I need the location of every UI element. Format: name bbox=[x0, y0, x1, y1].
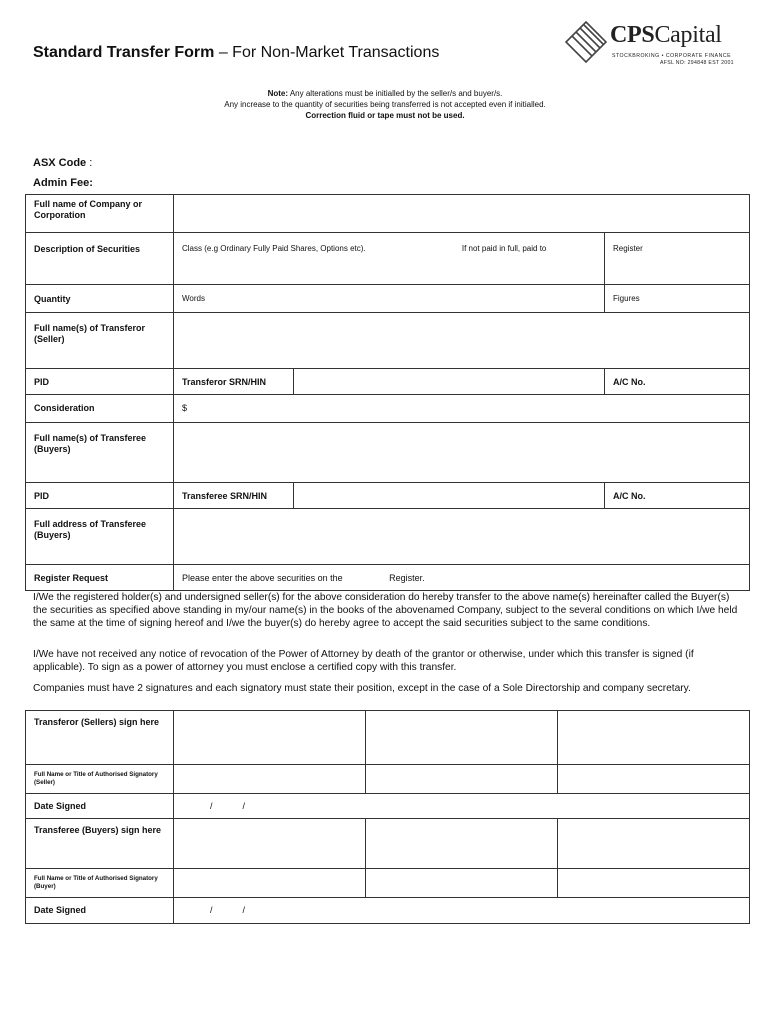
note-text: Any alterations must be initialled by the seller/s and buyer/s. bbox=[288, 89, 503, 98]
brand-name bbox=[610, 22, 722, 49]
transferee-fullname-text: Full Name or Title of Authorised Signatory (Buyer) bbox=[34, 875, 158, 890]
transferee-signature-3[interactable] bbox=[558, 819, 750, 869]
transferor-srn-input[interactable] bbox=[294, 369, 605, 395]
asx-code-field[interactable] bbox=[33, 157, 92, 169]
register-hint-a: Please enter the above securities on the bbox=[182, 573, 343, 583]
note-line-3: Correction fluid or tape must not be used. bbox=[305, 111, 465, 120]
row-transferee-address bbox=[26, 509, 750, 565]
transferor-name-input[interactable] bbox=[174, 313, 750, 369]
note-line-2: Any increase to the quantity of securities being transferred is not accepted even if initialled. bbox=[224, 100, 546, 109]
consideration-input[interactable] bbox=[174, 395, 750, 423]
row-transferee-date bbox=[26, 898, 750, 924]
company-name-input[interactable] bbox=[174, 195, 750, 233]
transferee-fullname-1[interactable] bbox=[174, 869, 366, 898]
acno-label: A/C No. bbox=[613, 377, 646, 387]
register-hint: Register bbox=[613, 244, 643, 253]
brand-bold: CPS bbox=[610, 22, 655, 48]
transferee-sign-label: Transferee (Buyers) sign here bbox=[26, 819, 174, 869]
date-signed2-label: Date Signed bbox=[26, 898, 174, 924]
row-register-request bbox=[26, 565, 750, 591]
transferor-signature-2[interactable] bbox=[366, 711, 558, 765]
transferor-srn-label: Transferor SRN/HIN bbox=[174, 369, 294, 395]
transferor-signature-3[interactable] bbox=[558, 711, 750, 765]
acno2-label: A/C No. bbox=[613, 491, 646, 501]
words-hint: Words bbox=[182, 294, 205, 303]
row-transferee-fullname bbox=[26, 869, 750, 898]
paragraph-power-of-attorney: I/We have not received any notice of revocation of the Power of Attorney by death of the grantor or otherwise, under which this transfer is signed (if applicable). To sign as a power of attorney you must enclose a certified copy with this transfer. bbox=[33, 649, 694, 673]
transferor-fullname-2[interactable] bbox=[366, 765, 558, 794]
page-title bbox=[33, 44, 439, 62]
transferor-name-label: Full name(s) of Transferor (Seller) bbox=[26, 313, 174, 369]
register-hint-b: Register. bbox=[389, 573, 425, 583]
register-request-label: Register Request bbox=[26, 565, 174, 591]
transferor-sign-label: Transferor (Sellers) sign here bbox=[26, 711, 174, 765]
brand-tagline: STOCKBROKING • CORPORATE FINANCE bbox=[612, 53, 732, 59]
class-hint: Class (e.g Ordinary Fully Paid Shares, Options etc). bbox=[182, 244, 366, 253]
date-separator: / / bbox=[210, 801, 246, 811]
company-name-label: Full name of Company or Corporation bbox=[26, 195, 174, 233]
register-input[interactable] bbox=[605, 233, 750, 285]
transferee-name-input[interactable] bbox=[174, 423, 750, 483]
company-logo bbox=[564, 16, 744, 68]
transferee-srn-label: Transferee SRN/HIN bbox=[174, 483, 294, 509]
row-transferor-sign bbox=[26, 711, 750, 765]
row-consideration bbox=[26, 395, 750, 423]
quantity-words-input[interactable] bbox=[174, 285, 605, 313]
row-transferor-name bbox=[26, 313, 750, 369]
row-description bbox=[26, 233, 750, 285]
row-transferee-name bbox=[26, 423, 750, 483]
description-input[interactable] bbox=[174, 233, 605, 285]
asx-code-label: ASX Code bbox=[33, 157, 87, 169]
transferor-signature-1[interactable] bbox=[174, 711, 366, 765]
quantity-label: Quantity bbox=[26, 285, 174, 313]
transfer-details-table bbox=[25, 194, 750, 591]
note-line-1 bbox=[0, 88, 770, 99]
row-transferor-date bbox=[26, 794, 750, 819]
transferor-acno-input[interactable] bbox=[605, 369, 750, 395]
asx-code-colon: : bbox=[86, 157, 93, 169]
figures-hint: Figures bbox=[613, 294, 640, 303]
transferee-date-input[interactable] bbox=[174, 898, 750, 924]
quantity-figures-input[interactable] bbox=[605, 285, 750, 313]
transferor-fullname-label bbox=[26, 765, 174, 794]
consideration-label: Consideration bbox=[26, 395, 174, 423]
transferee-fullname-label bbox=[26, 869, 174, 898]
pid2-label: PID bbox=[26, 483, 174, 509]
title-bold: Standard Transfer Form bbox=[33, 44, 215, 61]
brand-rest: Capital bbox=[654, 22, 722, 48]
dollar-sign: $ bbox=[182, 403, 188, 413]
transferee-address-input[interactable] bbox=[174, 509, 750, 565]
transferee-fullname-3[interactable] bbox=[558, 869, 750, 898]
admin-fee-label: Admin Fee: bbox=[33, 177, 93, 189]
transferor-fullname-text: Full Name or Title of Authorised Signatory (Seller) bbox=[34, 771, 158, 786]
row-company-name bbox=[26, 195, 750, 233]
row-transferee-sign bbox=[26, 819, 750, 869]
pid-label: PID bbox=[26, 369, 174, 395]
transferee-name-label: Full name(s) of Transferee (Buyers) bbox=[26, 423, 174, 483]
transferee-fullname-2[interactable] bbox=[366, 869, 558, 898]
transferee-srn-input[interactable] bbox=[294, 483, 605, 509]
note-label: Note: bbox=[267, 89, 289, 98]
row-transferor-fullname bbox=[26, 765, 750, 794]
cps-logo-mark-icon bbox=[564, 20, 608, 64]
paragraph-signatures: Companies must have 2 signatures and each signatory must state their position, except in the case of a Sole Directorship and company secretary. bbox=[33, 683, 691, 694]
transferee-address-label: Full address of Transferee (Buyers) bbox=[26, 509, 174, 565]
date-separator-2: / / bbox=[210, 905, 246, 915]
register-request-input[interactable] bbox=[174, 565, 750, 591]
signature-table bbox=[25, 710, 750, 924]
brand-afsl: AFSL NO: 294848 EST 2001 bbox=[660, 60, 734, 66]
transferor-date-input[interactable] bbox=[174, 794, 750, 819]
transferee-signature-2[interactable] bbox=[366, 819, 558, 869]
admin-fee-field[interactable] bbox=[33, 177, 93, 189]
row-transferor-pid bbox=[26, 369, 750, 395]
transferee-acno-input[interactable] bbox=[605, 483, 750, 509]
notes-block bbox=[0, 88, 770, 121]
row-quantity bbox=[26, 285, 750, 313]
transferor-fullname-3[interactable] bbox=[558, 765, 750, 794]
row-transferee-pid bbox=[26, 483, 750, 509]
transferee-signature-1[interactable] bbox=[174, 819, 366, 869]
transferor-fullname-1[interactable] bbox=[174, 765, 366, 794]
description-label: Description of Securities bbox=[26, 233, 174, 285]
date-signed-label: Date Signed bbox=[26, 794, 174, 819]
paragraph-transfer: I/We the registered holder(s) and undersigned seller(s) for the above consideration do hereby transfer to the above name(s) hereinafter called the Buyer(s) the securities as specified above standing in my/our name(s) in the books of the abovenamed Company, subject to the several conditions on which I/we held the same at the time of signing hereof and I/we the buyer(s) do hereby agree to accept the said securities subject to the same conditions. bbox=[33, 592, 738, 629]
paid-hint: If not paid in full, paid to bbox=[461, 244, 547, 253]
title-rest: – For Non-Market Transactions bbox=[214, 44, 440, 61]
